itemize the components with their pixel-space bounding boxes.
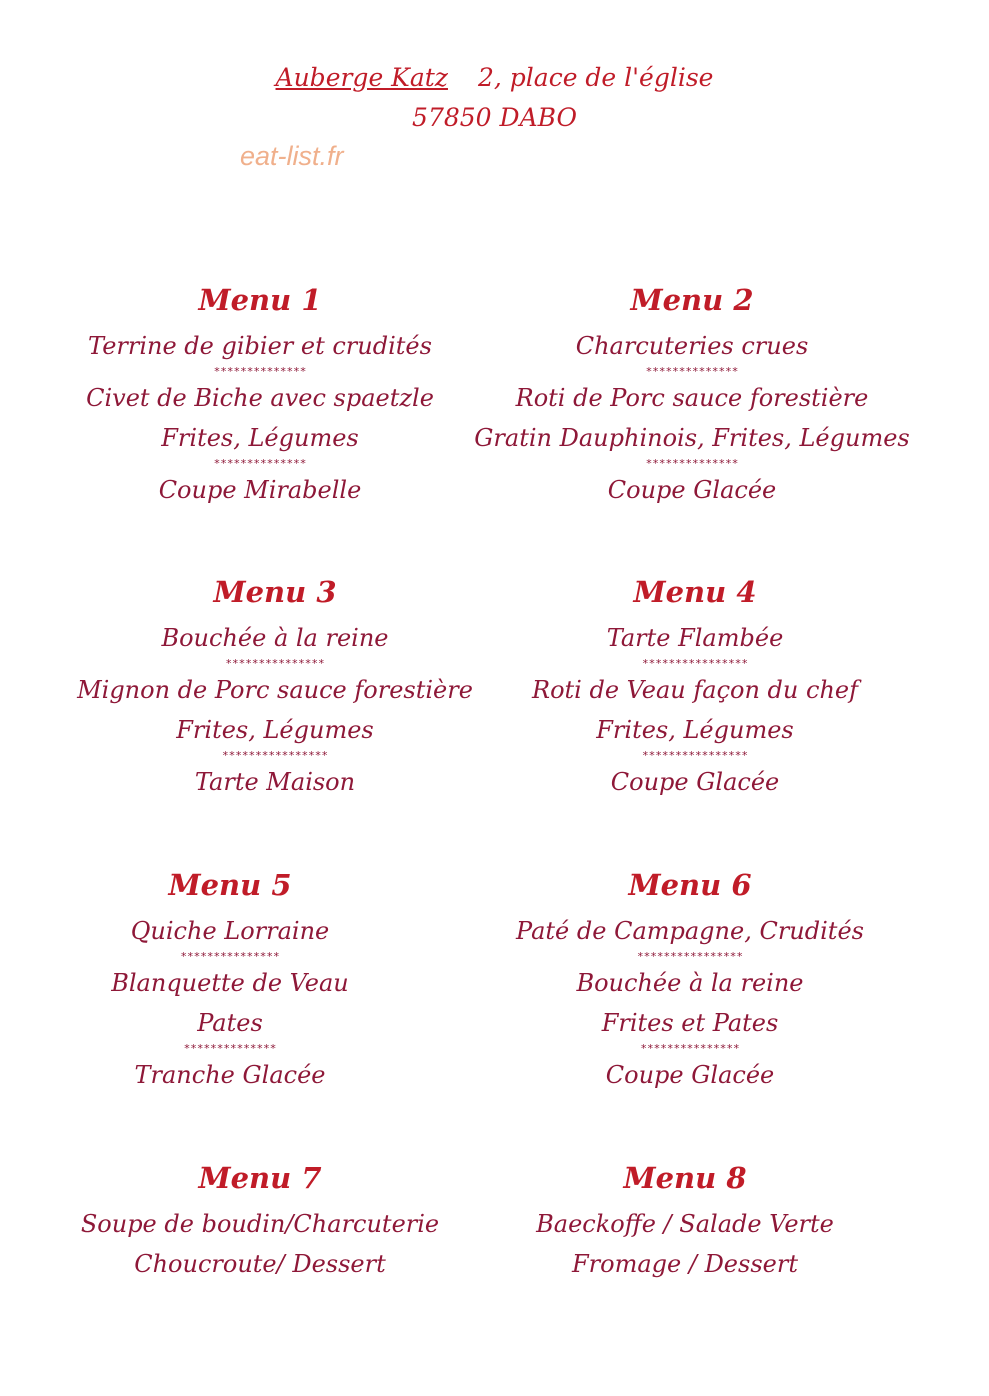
restaurant-name: Auberge Katz	[275, 63, 448, 92]
menu-dessert: Coupe Mirabelle	[158, 476, 362, 504]
menu-6	[500, 861, 880, 1095]
menu-accompagnement: Frites, Légumes	[161, 424, 359, 452]
menu-entree: Charcuteries crues	[575, 332, 809, 360]
menu-line-1: Soupe de boudin/Charcuterie	[80, 1210, 440, 1238]
restaurant-street: 2, place de l'église	[477, 63, 714, 92]
menu-dessert: Coupe Glacée	[605, 1061, 775, 1089]
menu-2	[472, 276, 912, 510]
menu-title: Menu 8	[623, 1161, 747, 1195]
header-line-1	[0, 58, 989, 98]
menu-3	[60, 568, 490, 802]
menu-title: Menu 3	[213, 575, 337, 609]
menu-separator: ****************	[637, 951, 743, 963]
menu-accompagnement: Frites, Légumes	[176, 716, 374, 744]
menu-title: Menu 4	[633, 575, 757, 609]
menu-plat: Civet de Biche avec spaetzle	[86, 384, 434, 412]
menu-line-2: Fromage / Dessert	[572, 1250, 798, 1278]
menu-title: Menu 6	[628, 868, 752, 902]
menu-accompagnement: Frites et Pates	[601, 1009, 779, 1037]
menu-5	[60, 861, 400, 1095]
menu-1	[60, 276, 460, 510]
menu-separator: ***************	[640, 1043, 740, 1055]
menu-plat: Roti de Porc sauce forestière	[515, 384, 869, 412]
menu-separator: ***************	[225, 658, 325, 670]
menu-separator: ***************	[180, 951, 280, 963]
menu-accompagnement: Pates	[197, 1009, 263, 1037]
menu-title: Menu 2	[630, 283, 754, 317]
menu-entree: Terrine de gibier et crudités	[88, 332, 432, 360]
menu-title: Menu 7	[198, 1161, 322, 1195]
menu-plat: Blanquette de Veau	[111, 969, 349, 997]
menu-dessert: Coupe Glacée	[610, 768, 780, 796]
menu-separator: ****************	[222, 750, 328, 762]
menu-title: Menu 1	[198, 283, 322, 317]
menu-separator: **************	[213, 458, 307, 470]
menu-accompagnement: Gratin Dauphinois, Frites, Légumes	[474, 424, 910, 452]
menu-plat: Bouchée à la reine	[576, 969, 804, 997]
menu-separator: ****************	[642, 658, 748, 670]
menu-accompagnement: Frites, Légumes	[596, 716, 794, 744]
menu-dessert: Coupe Glacée	[607, 476, 777, 504]
watermark-text: eat-list.fr	[240, 141, 344, 171]
menu-plat: Mignon de Porc sauce forestière	[77, 676, 473, 704]
menu-separator: **************	[183, 1043, 277, 1055]
menu-entree: Tarte Flambée	[606, 624, 784, 652]
restaurant-city: 57850 DABO	[412, 103, 577, 132]
menu-title: Menu 5	[168, 868, 292, 902]
menu-separator: ****************	[642, 750, 748, 762]
menu-plat: Roti de Veau façon du chef	[532, 676, 858, 704]
menu-entree: Quiche Lorraine	[130, 917, 330, 945]
menu-line-1: Baeckoffe / Salade Verte	[536, 1210, 834, 1238]
menu-separator: **************	[645, 366, 739, 378]
menu-7	[50, 1154, 470, 1284]
menu-entree: Paté de Campagne, Crudités	[516, 917, 864, 945]
menu-dessert: Tranche Glacée	[134, 1061, 326, 1089]
menu-separator: **************	[213, 366, 307, 378]
menu-8	[500, 1154, 870, 1284]
menu-entree: Bouchée à la reine	[161, 624, 389, 652]
menu-separator: **************	[645, 458, 739, 470]
menu-line-2: Choucroute/ Dessert	[134, 1250, 386, 1278]
menu-4	[500, 568, 890, 802]
restaurant-header	[0, 58, 989, 138]
menu-dessert: Tarte Maison	[194, 768, 356, 796]
